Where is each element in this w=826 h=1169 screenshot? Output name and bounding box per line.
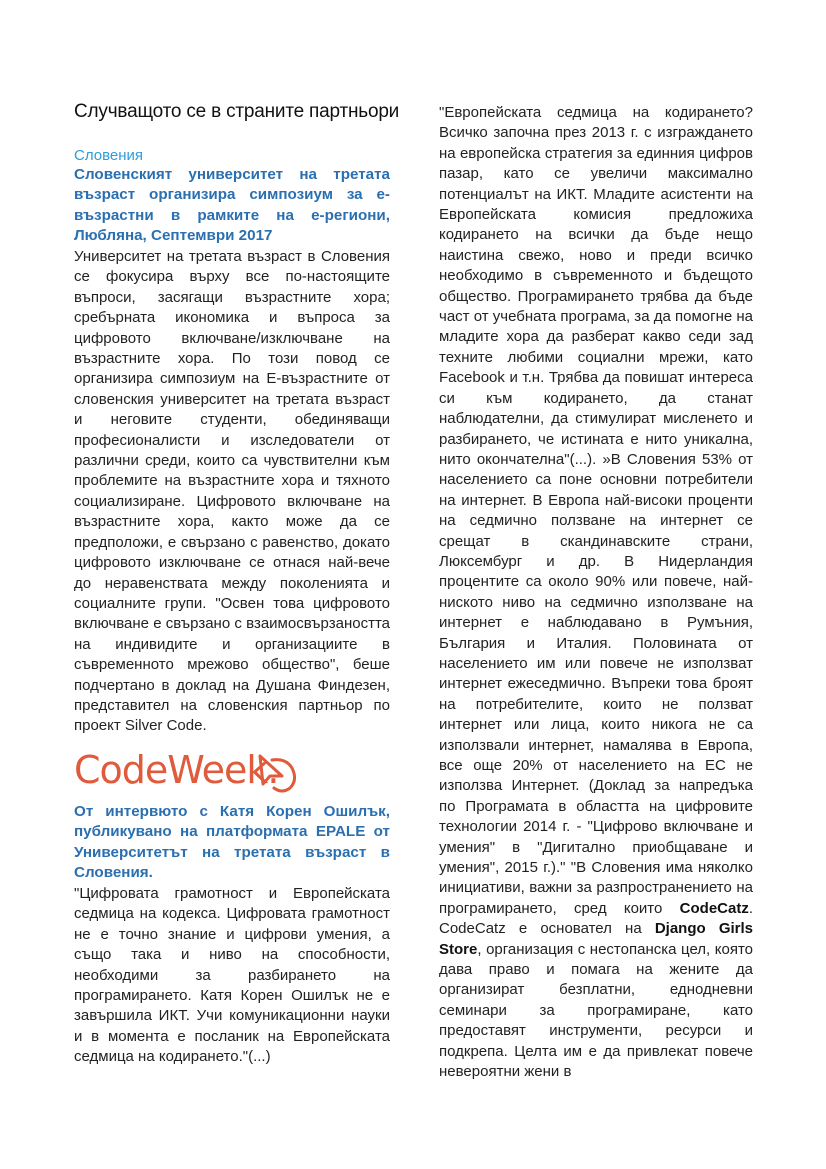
codeweek-logo	[74, 748, 334, 798]
codeweek-logo-text: CodeWeek.	[74, 748, 279, 792]
right-column-text-1: "Европейската седмица на кодирането? Всичко започна през 2013 г. с изграждането на европейска стратегия за единния цифров пазар, като се увеличи максимално потенциалът на ИКТ. Младите асистенти на Европейската комисия предложиха кодирането на всички да бъде нещо наистина свежо, ново и преди всичко необходимо в съвременното и бъдещото общество. Програмирането трябва да бъде част от учебната програма, за да помогне на младите хора да разберат какво седи зад техните любими социални мрежи, като Facebook и т.н. Трябва да повишат интереса си към кодирането, да станат наблюдателни, да стимулират мисленето и разбирането, че истината е нито уникална, нито окончателна"(...). »В Словения 53% от населението са поне основни потребители на интернет. В Европа най-високи проценти на седмично ползване на интернет се срещат в скандинавските страни, Люксембург и др. В Нидерландия процентите са около 90% или повече, най-ниското ниво на седмично използване на интернет е наблюдавано в Румъния, България и Италия. Половината от населението им или повече не използват интернет ежеседмично. Въпреки това броят на потребителите, които не ползват интернет или лица, които никога не са използвали интернет, намалява в Европа, все още 20% от населението на ЕС не използва Интернет. (Доклад за напредъка по Програмата в областта на цифровите технологии 2014 г. - "Цифрово включване и умения" в "Дигитално приобщаване и умения", 2015 г.)." "В Словения има няколко инициативи, важни за разпространението на програмирането, сред които	[439, 104, 753, 917]
codecatz-name: CodeCatz	[679, 899, 749, 917]
article-title: Словенският университет на третата възраст организира симпозиум за е-възрастни в рамките на е-региони, Любляна, Септември 2017	[74, 166, 390, 245]
right-column-text-2: . CodeCatz е основател на	[439, 899, 753, 938]
article-body: Университет на третата възраст в Словения се фокусира върху все по-настоящите въпроси, засягащи възрастните хора; сребърната икономика и въпроса за цифровото включване/изключване на възрастните хора. По този повод се организира симпозиум на Е-възрастните от словенския университет на третата възраст и неговите студенти, обединяващи професионалисти и изследователи от различни среди, които са чувствителни към проблемите на възрастните хора и тяхното социализиране. Цифровото включване на възрастните хора, както може да се предположи, е свързано с равенство, докато цифровото изключване се отнася най-вече до неравенствата между поколенията и социалните групи. "Освен това цифровото включване е свързано с взаимосвързаността на индивидите и организациите в съвременното мрежово общество", беше подчертано в доклад на Душана Финдезен, представител на словенския партньор по проект Silver Code.	[74, 248, 390, 735]
section-heading: Случващото се в страните партньори	[74, 101, 400, 122]
django-girls-name: Django Girls Store	[439, 920, 753, 958]
interview-body: "Цифровата грамотност и Европейската седмица на кодекса. Цифровата грамотност не е точно знание и цифрови умения, а също така и ниво на способности, необходими за разбирането на програмирането. Катя Корен Ошилък не е завършила ИКТ. Учи комуникационни науки и в момента е посланик на Европейската седмица на кодирането."(...)	[74, 885, 390, 1066]
right-column-text-3: , организация с нестопанска цел, която дава право и помага на жените да организират безплатни, еднодневни семинари за програмиране, като предоставят инструменти, ресурси и подкрепа. Целта им е да привлекат повече невероятни жени в	[439, 940, 753, 1081]
interview-title: От интервюто с Катя Корен Ошилък, публикувано на платформата EPALE от Университетът на третата възраст в Словения.	[74, 803, 390, 882]
right-column-body	[439, 103, 753, 1083]
mouse-cursor-icon	[252, 752, 300, 796]
country-label: Словения	[74, 147, 144, 164]
